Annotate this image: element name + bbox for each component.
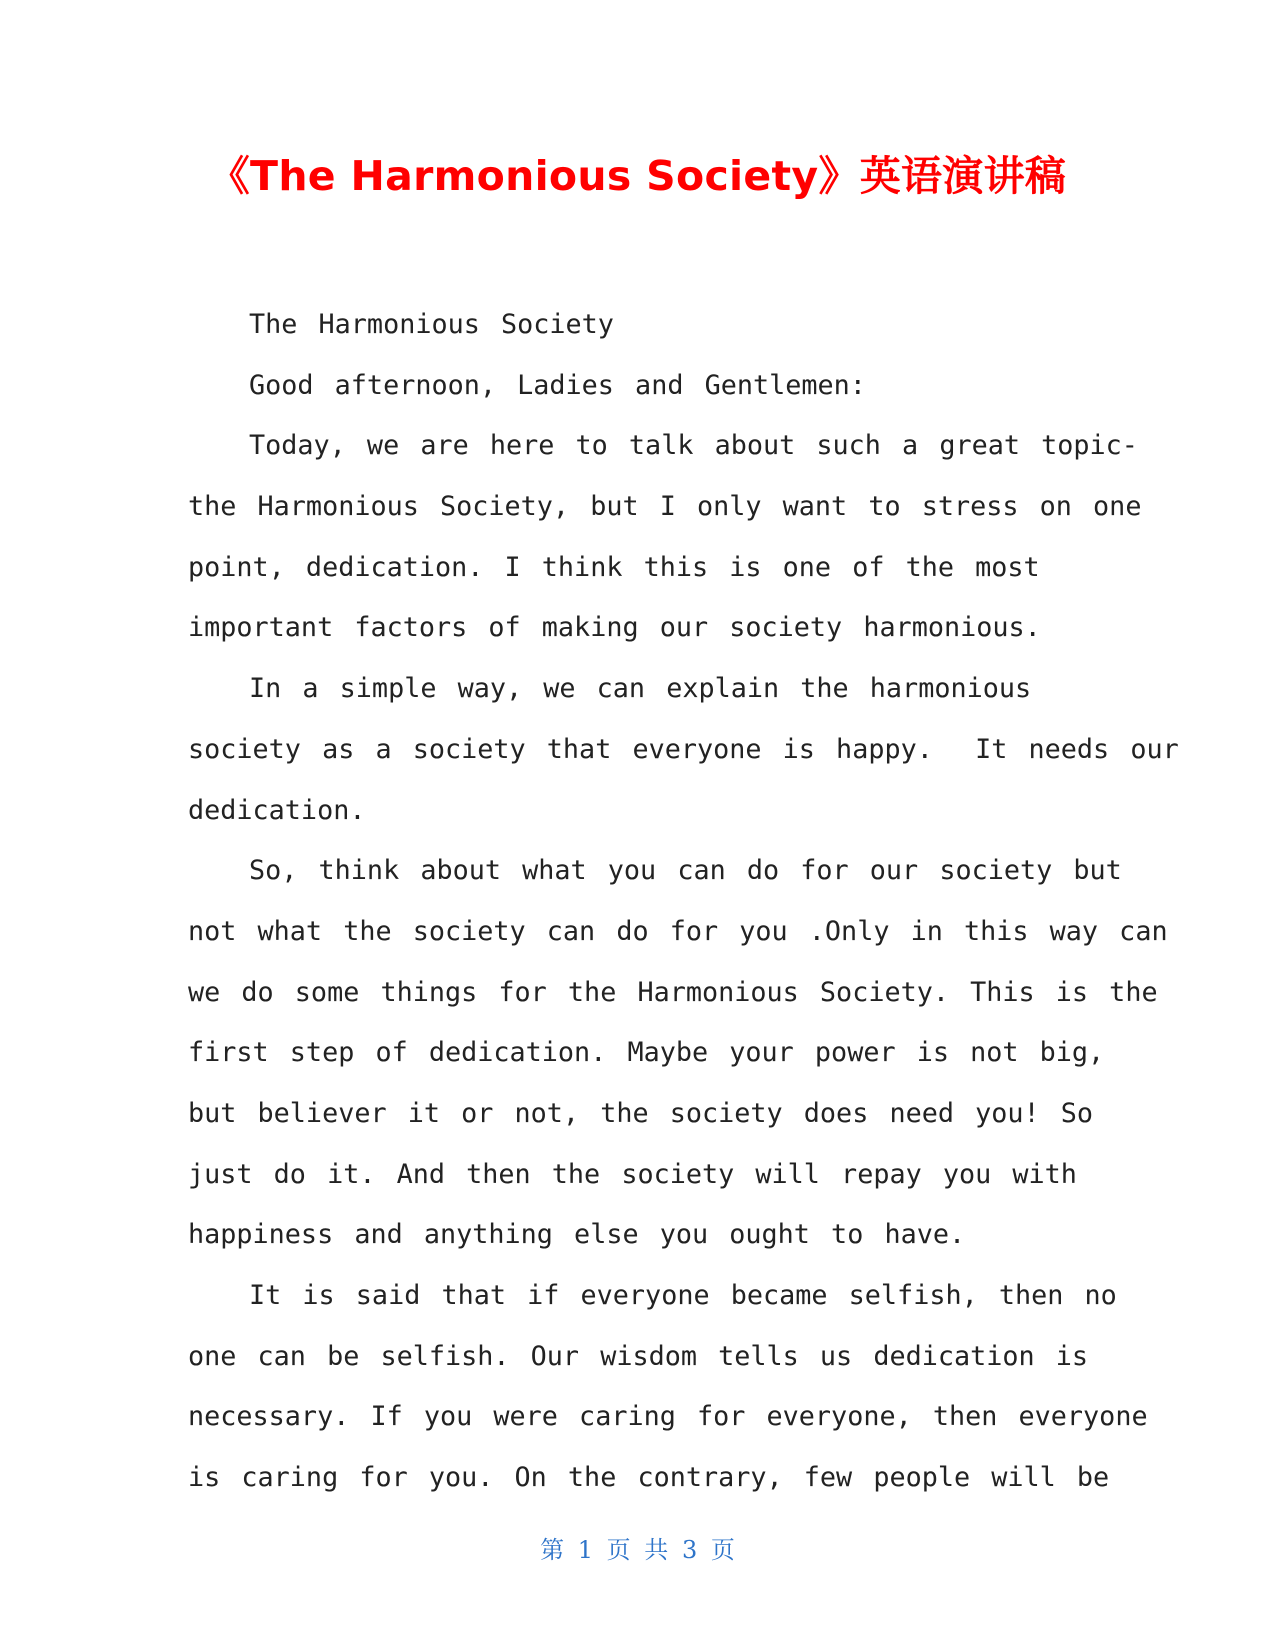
- document-body: [188, 295, 1179, 1509]
- body-line: not what the society can do for you .Only in this way can: [188, 915, 1168, 947]
- body-line: The Harmonious Society: [249, 309, 614, 340]
- body-line: just do it. And then the society will repay you with: [188, 1158, 1077, 1190]
- body-line: happiness and anything else you ought to have.: [188, 1219, 966, 1251]
- body-line: It is said that if everyone became selfish, then no: [249, 1280, 1117, 1311]
- body-line: necessary. If you were caring for everyone, then everyone: [188, 1401, 1148, 1433]
- document-title: 《The Harmonious Society》英语演讲稿: [208, 152, 1067, 200]
- body-line: but believer it or not, the society does need you! So: [188, 1097, 1094, 1129]
- body-line: first step of dedication. Maybe your power is not big,: [188, 1037, 1105, 1069]
- body-line: the Harmonious Society, but I only want to stress on one: [188, 491, 1142, 523]
- body-line: society as a society that everyone is happy. It needs our: [188, 733, 1179, 765]
- body-line: Today, we are here to talk about such a great topic-: [249, 430, 1138, 462]
- body-line: In a simple way, we can explain the harmonious: [249, 673, 1032, 705]
- body-line: is caring for you. On the contrary, few people will be: [188, 1462, 1110, 1494]
- body-line: So, think about what you can do for our society but: [249, 855, 1122, 887]
- body-line: we do some things for the Harmonious Society. This is the: [188, 976, 1158, 1008]
- body-line: one can be selfish. Our wisdom tells us dedication is: [188, 1340, 1089, 1372]
- body-line: Good afternoon, Ladies and Gentlemen:: [249, 369, 866, 401]
- page-footer: 第 1 页 共 3 页: [540, 1536, 735, 1564]
- body-line: important factors of making our society harmonious.: [188, 612, 1041, 644]
- body-line: dedication.: [188, 794, 366, 826]
- body-line: point, dedication. I think this is one of the most: [188, 551, 1040, 583]
